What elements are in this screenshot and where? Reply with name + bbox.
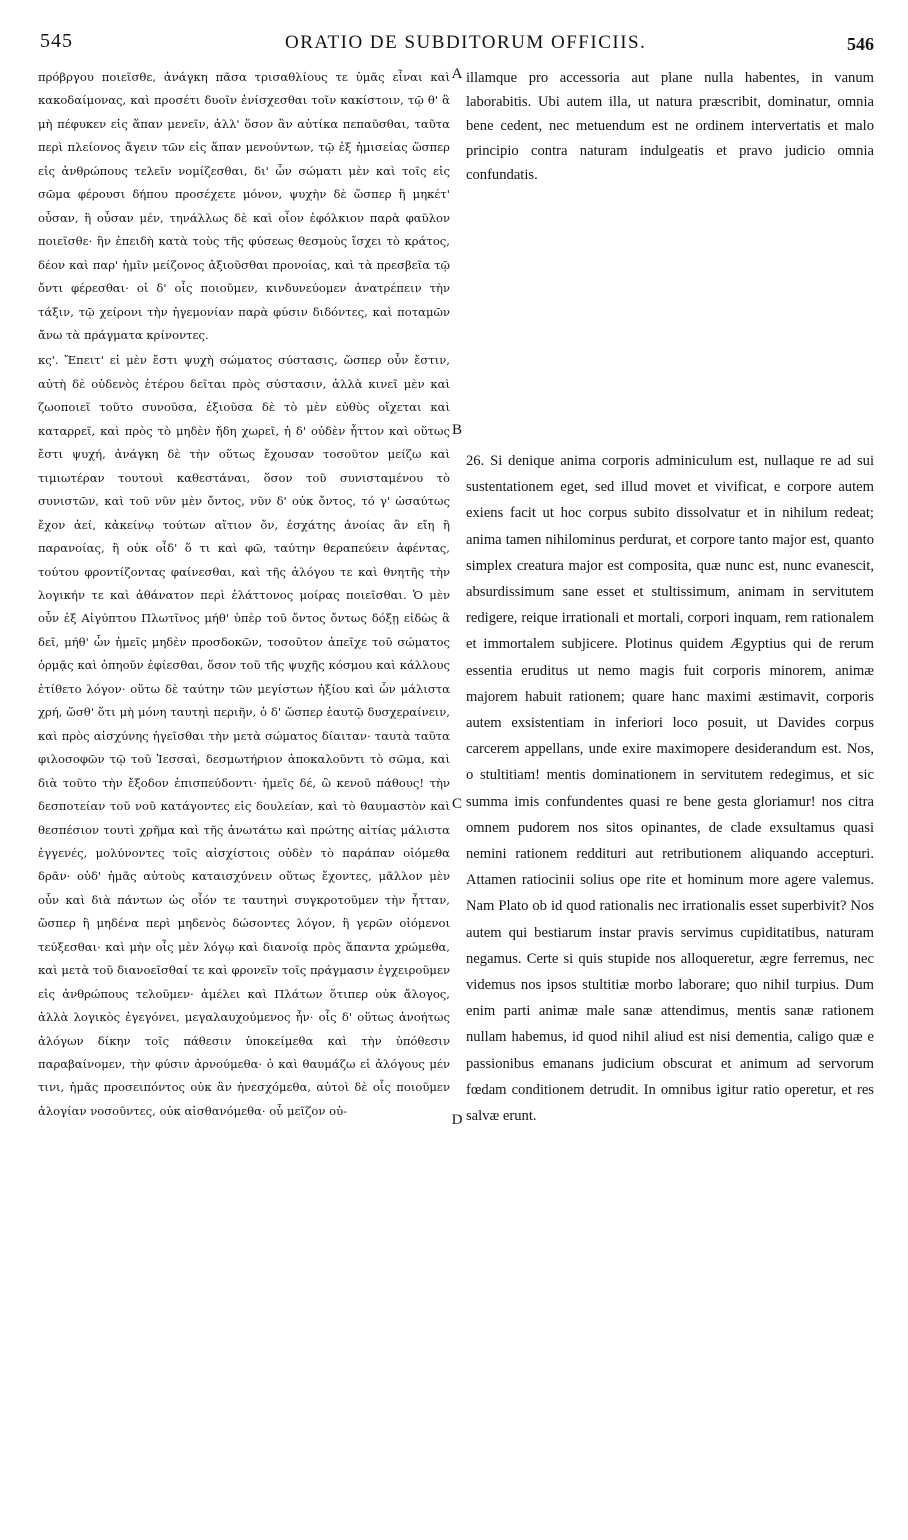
latin-paragraph-1: illamque pro accessoria aut plane nulla habentes, in vanum laborabitis. Ubi autem illa, ut natura præscribit, dominatur, omnia bene cedent, nec metuendum est ne ordinem intervertatis et malo principio contra naturam indulgeatis et pravo judicio omnia confundatis. — [466, 70, 874, 183]
page-number-right: 546 — [847, 34, 874, 54]
latin-paragraph-2: 26. Si denique anima corporis adminiculum est, nullaque re ad sui sustentationem eget, sed illud movet et vivificat, e corpore autem exiens facit ut hoc corpus subito dissolvatur et in nihilum redeat; anima tamen nihilominus perdurat, et corpore tanto major est, quanto simplex creatura major est composita, quæ nunc est, nunc evanescit, absurdissimum sane esset et stultissimum, animam in servitutem redigere, reique irrationali et mortali, corpori inquam, rem rationalem et immortalem subjicere. Plotinus quidem Ægyptius qui de rerum essentia eruditus ut nemo magis fuit corporis minorem, animæ majorem habuit rationem; quare hanc maximi æstimavit, corporis autem exsistentiam in inferiori loco posuit, ut Davides corpus carcerem appellans, unde exire maximopere desiderandum est. Nos, o stultitiam! mentis dominationem in servitutem redegimus, et sic summa imis confundentes quasi re bene gesta gloriamur! nos citra omnem pudorem nos sitos opinantes, de clade exsultamus quasi nemini rationem reddituri aut retributionem aliquando accepturi. Attamen ratiocinii solius ope rite et hominum more agere valemus. Nam Plato ob id quod rationalis nec irrationalis esset superbivit? Nos autem qui bestiarum instar pravis servimus cupiditatibus, naturam negamus. Certe si quis stupide nos alloqueretur, ægre ferremus, nec videmus nos ipsos stultitiæ morbo laborare; quo nihil turpius. Dum enim parti animæ male sanæ attendimus, mentis sanæ rationem nullam habemus, id quod nihil aliud est nisi dementia, caligo quæ e passionibus emanans judicium obscurat et animum ad servorum fœdam conditionem detrudit. In omnibus igitur ratio operetur, et res salvæ erunt. — [466, 453, 874, 1125]
margin-marker-c: C — [451, 796, 462, 812]
page-number-left: 545 — [40, 30, 73, 52]
margin-marker-d: D — [451, 1112, 463, 1128]
greek-paragraph-2: κς'. Ἔπειτ' εἰ μὲν ἔστι ψυχὴ σώματος σύστασις, ὥσπερ οὖν ἔστιν, αὐτὴ δὲ οὐδενὸς ἑτέρου δεῖται πρὸς σύστασιν, ἀλλὰ κινεῖ μὲν καὶ ζωοποιεῖ τοῦτο συνοῦσα, ἐξιοῦσα δὲ τὸ μὲν εὐθὺς οἴχεται καὶ καταρρεῖ, καὶ πρὸς τὸ μηδὲν ἤδη χωρεῖ, ἡ δ' οὐδὲν ἧττον καὶ οὕτως ἔστι ψυχή, ἀνάγκη δὲ τὴν οὕτως ἔχουσαν τοσοῦτον μείζω καὶ τιμιωτέραν τουτουὶ καθεστάναι, ὅσον τοῦ συνισταμένου τὸ συνιστῶν, καὶ τοῦ νῦν μὲν ὄντος, νῦν δ' οὐκ ὄντος, τό γ' ὡσαύτως ἔχον ἀεί, κἀκείνῳ τούτων αἴτιον ὄν, ἐσχάτης ἀνοίας ἂν εἴη ἢ παρανοίας, ἢ οὐκ οἶδ' ὅ τι καὶ φῶ, ταύτην θεραπεύειν ἀφέντας, τούτου φροντίζοντας φαίνεσθαι, καὶ τῆς ἀλόγου τε καὶ θνητῆς τὴν λογικήν τε καὶ ἀθάνατον περὶ ἐλάττονος μοίρας ποιεῖσθαι. Ὁ μὲν οὖν ἐξ Αἰγύπτου Πλωτῖνος μήθ' ὑπὲρ τοῦ ὄντος ὄντως δόξῃ εἰδὼς ἃ δεῖ, μήθ' ὧν ἡμεῖς μηδὲν προσδοκῶν, τοσοῦτον ἀπεῖχε τοῦ σώματος ὁρμᾷς καὶ ὁπηοῦν ἐφίεσθαι, ὅσον τοῦ τῆς ψυχῆς κόσμου καὶ κάλλους ἐτίθετο λόγον· οὕτω δὲ ταύτην τῶν μεγίστων ἠξίου καὶ ὧν μάλιστα χρή, ὥσθ' ὅτι μὴ μόνη ταυτηὶ περιῆν, ὁ δ' ὥσπερ ἑαυτῷ δυσχεραίνειν, καὶ πρὸς αἰσχύνης ἡγεῖσθαι τὴν μετὰ σώματος δίαιταν· ταυτὰ ταῦτα φιλοσοφῶν τῷ τοῦ Ἰεσσαὶ, δεσμωτήριον ἀποκαλοῦντι τὸ σῶμα, καὶ διὰ τοῦτο τὴν ἔξοδον ἐπισπεύδοντι· ἡμεῖς δέ, ὢ κενοῦ πάθους! τὴν δεσποτείαν τοῦ νοῦ κατάγοντες εἰς δουλείαν, καὶ τὸ θαυμαστὸν καὶ θεσπέσιον τουτὶ χρῆμα καὶ τῆς ἀνωτάτω καὶ πρώτης αἰτίας μάλιστα ἐγγενές, μολύνοντες τοῖς αἰσχίστοις οὐδὲν τὸ παράπαν οἰόμεθα δρᾶν· οὐδ' ἡμᾶς αὐτοὺς καταισχύνειν οὕτως ἔχοντες, μᾶλλον μὲν οὖν καὶ διὰ πάντων ὡς οἷόν τε ταυτηνὶ συγκροτοῦμεν τὴν ἧτταν, ὥσπερ ἢ μηδένα περὶ μηδενὸς δώσοντες λόγον, ἢ γερῶν οἰόμενοι τεύξεσθαι· καὶ μὴν οἷς μὲν λόγῳ καὶ διανοίᾳ πρὸς ἅπαντα χρώμεθα, καὶ μετὰ τοῦ διανοεῖσθαί τε καὶ φρονεῖν τοῖς πράγμασιν ἐγχειροῦμεν εἰς ἀνθρώπους τελοῦμεν· ἀμέλει καὶ Πλάτων ὅτιπερ οὐκ ἄλογος, ἀλλὰ λογικὸς ἐγεγόνει, μεγαλαυχούμενος ἦν· οἷς δ' οὕτως ἀνοήτως ἀλόγων δίκην τοῖς πάθεσιν ὑποκείμεθα καὶ τὴν ὑπόθεσιν παραβαίνομεν, τὴν φύσιν ἀρνούμεθα· ὁ καὶ θαυμάζω εἰ ἀλόγους μέν τινι, ἡμᾶς προσειπόντος οὐκ ἂν ἠνεσχόμεθα, αὐτοὶ δὲ οἷς ποιοῦμεν ἀλογίαν νοσοῦντες, οὐκ αἰσθανόμεθα· οὗ μεῖζον οὐ- — [38, 353, 450, 1118]
margin-marker-b: B — [451, 422, 462, 438]
greek-paragraph-1: πρόβργου ποιεῖσθε, ἀνάγκη πᾶσα τρισαθλίους τε ὑμᾶς εἶναι καὶ κακοδαίμονας, καὶ προσέτι δυοῖν ἐνίσχεσθαι τοῖν κακίστοιν, τῷ θ' ἃ μὴ πέφυκεν εἰς ἅπαν μενεῖν, ἀλλ' ὅσον ἂν αὐτίκα πεπαῦσθαι, ταῦτα περὶ πλείονος ἄγειν τῶν εἰς ἅπαν μενούντων, τῷ ἐξ ἡμισείας ὥσπερ εἰς ἀνθρώπους τελεῖν νομίζεσθαι, δι' ὧν σώματι μὲν καὶ τοῖς εἰς σῶμα φέρουσι δήπου προσέχετε μόνον, ψυχὴν δὲ ὥσπερ ἢ μηκέτ' οὖσαν, ἢ οὖσαν μέν, τηνάλλως δὲ καὶ οἷον ἐφόλκιον παρὰ φαῦλον ποιεῖσθε· ἣν ἐπειδὴ κατὰ τοὺς τῆς φύσεως θεσμοὺς ἴσχει τὸ κράτος, δέον καὶ παρ' ἡμῖν μείζονος ἀξιοῦσθαι προνοίας, καὶ τὰ πρεσβεῖα τῷ ὄντι φέρεσθαι· οἱ δ' οἷς ποιοῦμεν, κινδυνεύομεν ἀνατρέπειν τὴν τάξιν, τῷ χείρονι τὴν ἡγεμονίαν παρὰ φύσιν διδόντες, καὶ ποταμῶν ἄνω τὰ πράγματα κρίνοντες. — [38, 70, 450, 342]
margin-marker-a: A — [451, 66, 463, 82]
greek-text-column — [38, 66, 450, 1123]
latin-text-column-top — [466, 66, 874, 187]
latin-text-column-bottom — [466, 448, 874, 1129]
page-header — [0, 30, 908, 60]
running-title: ORATIO DE SUBDITORUM OFFICIIS. — [285, 32, 647, 53]
